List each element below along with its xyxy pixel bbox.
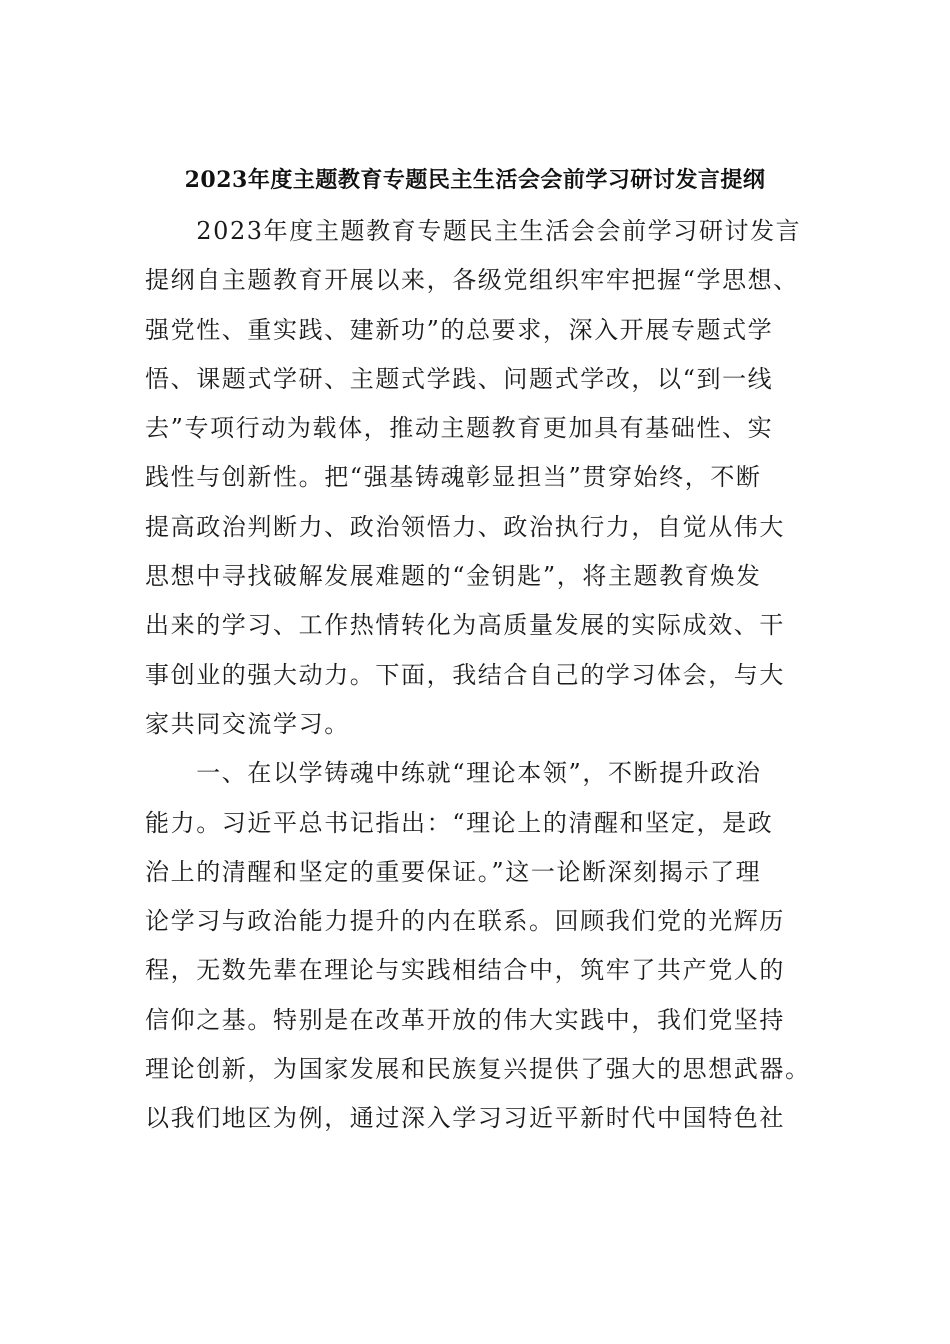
text-line: 理论创新，为国家发展和民族复兴提供了强大的思想武器。 (145, 1055, 811, 1084)
text-line: 事创业的强大动力。下面，我结合自己的学习体会，与大 (145, 660, 785, 689)
text-line: 思想中寻找破解发展难题的“金钥匙”，将主题教育焕发 (145, 562, 762, 591)
text-line: 2023年度主题教育专题民主生活会会前学习研讨发言 (145, 217, 802, 245)
text-line: 治上的清醒和坚定的重要保证。”这一论断深刻揭示了理 (145, 857, 762, 886)
text-line: 家共同交流学习。 (145, 709, 350, 738)
text-line: 提高政治判断力、政治领悟力、政治执行力，自觉从伟大 (145, 512, 785, 541)
text-line: 去”专项行动为载体，推动主题教育更加具有基础性、实 (145, 414, 774, 443)
document-title: 2023年度主题教育专题民主生活会会前学习研讨发言提纲 (184, 167, 766, 193)
text-line: 悟、课题式学研、主题式学践、问题式学改，以“到一线 (145, 364, 774, 393)
text-line: 一、在以学铸魂中练就“理论本领”，不断提升政治 (145, 759, 762, 788)
text-line: 以我们地区为例，通过深入学习习近平新时代中国特色社 (145, 1104, 785, 1133)
text-line: 信仰之基。特别是在改革开放的伟大实践中，我们党坚持 (145, 1005, 785, 1034)
text-line: 能力。习近平总书记指出：“理论上的清醒和坚定，是政 (145, 808, 774, 837)
document-body (145, 207, 811, 1144)
text-line: 践性与创新性。把“强基铸魂彰显担当”贯穿始终，不断 (145, 463, 762, 492)
text-line: 程，无数先辈在理论与实践相结合中，筑牢了共产党人的 (145, 956, 785, 985)
text-line: 强党性、重实践、建新功”的总要求，深入开展专题式学 (145, 315, 774, 344)
text-line: 提纲自主题教育开展以来，各级党组织牢牢把握“学思想、 (145, 266, 799, 295)
text-line: 论学习与政治能力提升的内在联系。回顾我们党的光辉历 (145, 907, 785, 936)
text-line: 出来的学习、工作热情转化为高质量发展的实际成效、干 (145, 611, 785, 640)
